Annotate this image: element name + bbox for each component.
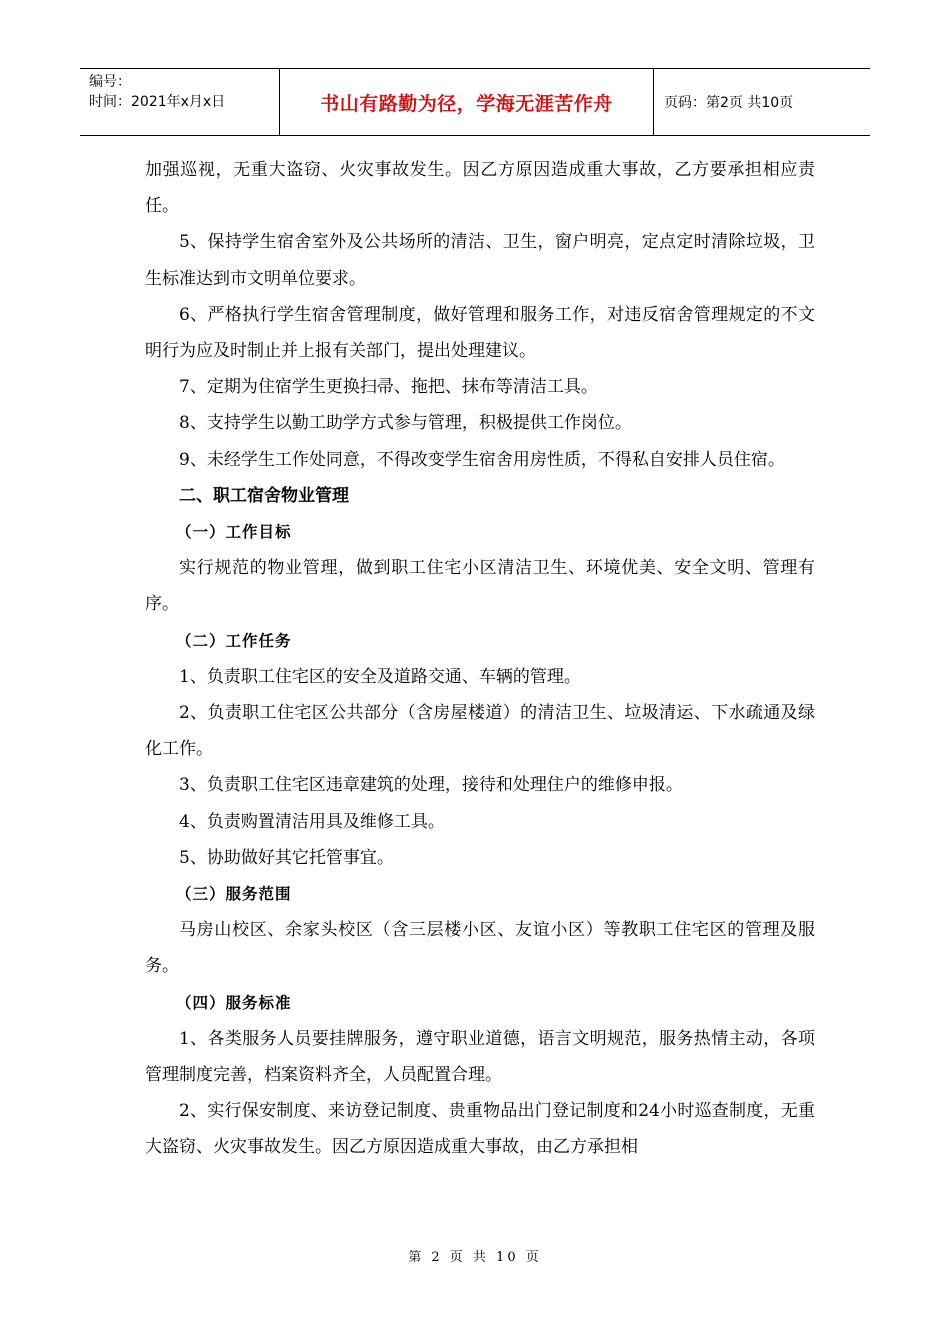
header-meta	[80, 69, 280, 135]
paragraph-continued: 加强巡视，无重大盗窃、火灾事故发生。因乙方原因造成重大事故，乙方要承担相应责任。	[145, 160, 815, 217]
header-motto: 书山有路勤为径，学海无涯苦作舟	[280, 69, 654, 135]
page-footer: 第 2 页 共 10 页	[408, 1250, 542, 1265]
paragraph: 9、未经学生工作处同意，不得改变学生宿舍用房性质，不得私自安排人员住宿。	[179, 449, 785, 470]
subsection-heading: （二）工作任务	[176, 631, 292, 650]
document-time-label: 时间：2021年x月x日	[89, 94, 226, 110]
subsection-heading: （一）工作目标	[176, 523, 292, 542]
subsection-heading: （三）服务范围	[176, 885, 292, 904]
paragraph: 8、支持学生以勤工助学方式参与管理，积极提供工作岗位。	[179, 413, 632, 434]
paragraph: 6、严格执行学生宿舍管理制度，做好管理和服务工作，对违反宿舍管理规定的不文明行为应及时制止并上报有关部门，提出处理建议。	[145, 304, 815, 362]
paragraph: 马房山校区、余家头校区（含三层楼小区、友谊小区）等教职工住宅区的管理及服务。	[145, 920, 815, 977]
paragraph: 4、负责购置清洁用具及维修工具。	[179, 811, 445, 832]
paragraph: 5、保持学生宿舍室外及公共场所的清洁、卫生，窗户明亮，定点定时清除垃圾，卫生标准达到市文明单位要求。	[145, 232, 815, 289]
paragraph: 实行规范的物业管理，做到职工住宅小区清洁卫生、环境优美、安全文明、管理有序。	[145, 558, 815, 615]
paragraph: 1、负责职工住宅区的安全及道路交通、车辆的管理。	[179, 666, 581, 687]
document-body	[145, 152, 815, 1166]
paragraph: 1、各类服务人员要挂牌服务，遵守职业道德，语言文明规范，服务热情主动，各项管理制度完善，档案资料齐全，人员配置合理。	[145, 1028, 815, 1086]
header-page-code: 页码：第2页 共10页	[664, 95, 794, 111]
document-number-label: 编号：	[89, 74, 131, 90]
page-header	[80, 68, 870, 136]
paragraph: 2、实行保安制度、来访登记制度、贵重物品出门登记制度和24小时巡查制度，无重大盗窃、火灾事故发生。因乙方原因造成重大事故，由乙方承担相	[145, 1101, 815, 1158]
paragraph: 5、协助做好其它托管事宜。	[179, 847, 394, 868]
paragraph: 7、定期为住宿学生更换扫帚、拖把、抹布等清洁工具。	[179, 377, 598, 398]
section-heading: 二、职工宿舍物业管理	[179, 485, 349, 506]
subsection-heading: （四）服务标准	[176, 993, 292, 1012]
paragraph: 2、负责职工住宅区公共部分（含房屋楼道）的清洁卫生、垃圾清运、下水疏通及绿化工作。	[145, 703, 815, 760]
paragraph: 3、负责职工住宅区违章建筑的处理，接待和处理住户的维修申报。	[179, 775, 683, 796]
